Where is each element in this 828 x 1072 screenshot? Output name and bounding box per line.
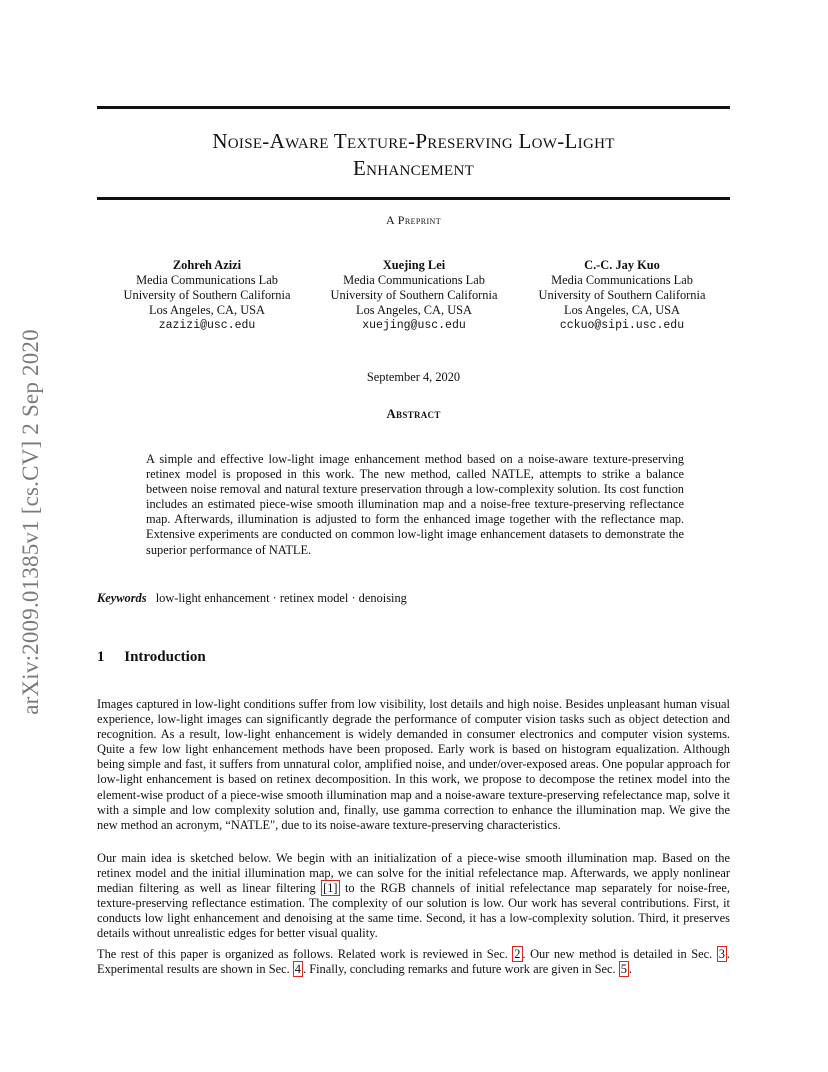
section-ref-link[interactable]: 2 <box>514 947 521 961</box>
section-number: 1 <box>97 649 105 665</box>
author-location: Los Angeles, CA, USA <box>564 303 680 317</box>
title-top-rule <box>97 106 730 109</box>
title-line-2: Enhancement <box>352 156 475 180</box>
section-title: Introduction <box>124 649 206 665</box>
author-university: University of Southern California <box>330 288 498 302</box>
section-ref-link[interactable]: 3 <box>718 947 725 961</box>
paragraph-text: . Finally, concluding remarks and future work are given in Sec. <box>303 962 619 977</box>
title-line-1: Noise-Aware Texture-Preserving Low-Light <box>212 129 615 153</box>
intro-paragraph-1: Images captured in low-light conditions suffer from low visibility, lost details and high noise. Besides unpleasant human visual experience, low-light images can significantly degrade the performance of computer vision tasks such as object detection and recognition. As a result, low-light enhancement is widely demanded in consumer electronics and computer vision systems. Quite a few low light enhancement methods have been proposed. Early work is based on histogram equalization. Although being simple and fast, it suffers from unnatural color, amplified noise, and under/over-exposed areas. One popular approach for low-light enhancement is based on retinex decomposition. In this work, we propose to decompose the retinex model into the element-wise product of a piece-wise smooth illumination map and a noise-aware texture-preserving refelectance map, solve it with a simple and low complexity solution and, finally, use gamma correction to enhance the illumination map. We give the new method an acronym, “NATLE", due to its noise-aware texture-preserving characteristics. <box>97 697 730 832</box>
abstract-text: A simple and effective low-light image enhancement method based on a noise-aware texture-preserving retinex model is proposed in this work. The new method, called NATLE, attempts to strike a balance between noise removal and natural texture preservation through a low-complexity solution. Its cost function includes an estimated piece-wise smooth illumination map and a noise-free texture-preserving reflectance map. Afterwards, illumination is adjusted to form the enhanced image together with the reflectance map. Extensive experiments are conducted on common low-light image enhancement datasets to demonstrate the superior performance of NATLE. <box>146 452 684 557</box>
paragraph-text: . Experimental results are shown in Sec. <box>97 947 730 977</box>
paragraph-text: . Our new method is detailed in Sec. <box>522 947 717 961</box>
section-ref-link[interactable]: 5 <box>620 962 627 977</box>
section-heading <box>97 649 206 666</box>
intro-paragraph-2 <box>97 851 730 942</box>
title-bottom-rule <box>97 197 730 200</box>
paper-title <box>97 128 730 182</box>
author-affiliation: Media Communications Lab <box>551 273 693 287</box>
arxiv-sidebar <box>14 294 48 750</box>
author-email[interactable]: zazizi@usc.edu <box>158 319 256 332</box>
paper-date: September 4, 2020 <box>366 370 461 384</box>
keywords-line <box>97 591 730 606</box>
paragraph-text: . <box>628 962 633 977</box>
arxiv-identifier: arXiv:2009.01385v1 [cs.CV] 2 Sep 2020 <box>18 329 43 715</box>
paragraph-text: The rest of this paper is organized as follows. Related work is reviewed in Sec. <box>97 947 513 961</box>
preprint-label: A Preprint <box>385 213 441 227</box>
author-location: Los Angeles, CA, USA <box>356 303 472 317</box>
author-university: University of Southern California <box>538 288 706 302</box>
author-university: University of Southern California <box>123 288 291 302</box>
paragraph-text: Our main idea is sketched below. We begin with an initialization of a piece-wise smooth illumination map. Based on the retinex model and the initial illumination map, we can solve for the initial refelectance map. Afterwards, we apply nonlinear median filtering as well as linear filtering <box>97 851 730 896</box>
paragraph-text: to the RGB channels of initial refelectance map separately for noise-free, texture-preserving reflectance estimation. The complexity of our solution is low. Our work has several contributions. First, it conducts low light enhancement and denoising at the same time. Second, it has a low-complexity solution. Third, it preserves details without unrealistic edges for better visual quality. <box>97 881 730 941</box>
author-email[interactable]: xuejing@usc.edu <box>362 319 466 332</box>
author-block-3 <box>517 258 727 333</box>
keywords-label: Keywords <box>97 591 147 605</box>
author-name: Zohreh Azizi <box>172 258 242 272</box>
section-ref-link[interactable]: 4 <box>294 962 301 977</box>
author-name: Xuejing Lei <box>382 258 446 272</box>
intro-paragraph-3 <box>97 947 730 977</box>
citation-link[interactable]: [1] <box>323 881 338 896</box>
author-location: Los Angeles, CA, USA <box>149 303 265 317</box>
author-affiliation: Media Communications Lab <box>136 273 278 287</box>
author-affiliation: Media Communications Lab <box>343 273 485 287</box>
abstract-heading: Abstract <box>386 406 441 421</box>
keywords-text: low-light enhancement · retinex model · denoising <box>155 591 407 605</box>
author-name: C.-C. Jay Kuo <box>584 258 660 272</box>
author-block-2 <box>309 258 519 333</box>
author-email[interactable]: cckuo@sipi.usc.edu <box>559 319 685 332</box>
author-block-1 <box>102 258 312 333</box>
